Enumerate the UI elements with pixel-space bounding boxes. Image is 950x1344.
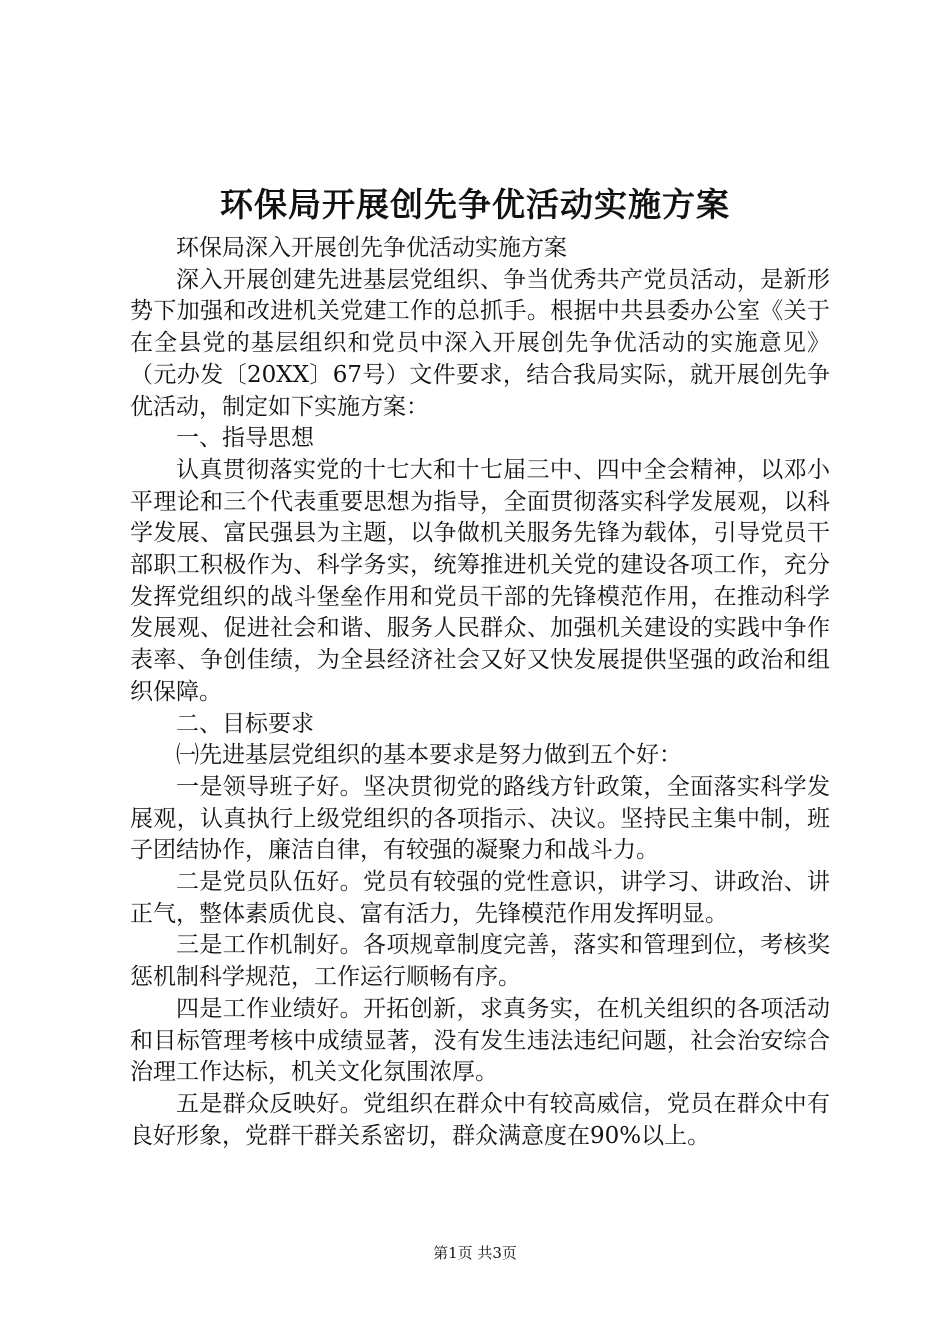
page-footer: 第1页 共3页 xyxy=(433,1244,517,1262)
paragraph-guiding-ideology: 认真贯彻落实党的十七大和十七届三中、四中全会精神，以邓小平理论和三个代表重要思想为指导，全面贯彻落实科学发展观，以科学发展、富民强县为主题，以争做机关服务先锋为载体，引导党员干部职工积极作为、科学务实，统筹推进机关党的建设各项工作，充分发挥党组织的战斗堡垒作用和党员干部的先锋模范作用，在推动科学发展观、促进社会和谐、服务人民群众、加强机关建设的实践中争作表率、争创佳绩，为全县经济社会又好又快发展提供坚强的政治和组织保障。 xyxy=(130,456,830,705)
document-title: 环保局开展创先争优活动实施方案 xyxy=(220,185,730,224)
section-heading-goals: 二、目标要求 xyxy=(176,710,314,737)
paragraph-good-leadership: 一是领导班子好。坚决贯彻党的路线方针政策，全面落实科学发展观，认真执行上级党组织的各项指示、决议。坚持民主集中制，班子团结协作，廉洁自律，有较强的凝聚力和战斗力。 xyxy=(130,773,830,864)
paragraph-good-mechanism: 三是工作机制好。各项规章制度完善，落实和管理到位，考核奖惩机制科学规范，工作运行顺畅有序。 xyxy=(130,932,830,991)
paragraph-good-feedback: 五是群众反映好。党组织在群众中有较高威信，党员在群众中有良好形象，党群干群关系密切，群众满意度在90%以上。 xyxy=(130,1090,830,1149)
section-heading-guiding-ideology: 一、指导思想 xyxy=(176,425,314,452)
paragraph-intro: 深入开展创建先进基层党组织、争当优秀共产党员活动，是新形势下加强和改进机关党建工作的总抓手。根据中共县委办公室《关于在全县党的基层组织和党员中深入开展创先争优活动的实施意见》（元办发〔20XX〕67号）文件要求，结合我局实际，就开展创先争优活动，制定如下实施方案： xyxy=(130,266,830,420)
document-body xyxy=(130,233,830,1152)
paragraph-good-performance: 四是工作业绩好。开拓创新，求真务实，在机关组织的各项活动和目标管理考核中成绩显著，没有发生违法违纪问题，社会治安综合治理工作达标，机关文化氛围浓厚。 xyxy=(130,995,830,1086)
paragraph-subtitle: 环保局深入开展创先争优活动实施方案 xyxy=(176,235,567,261)
paragraph-good-members: 二是党员队伍好。党员有较强的党性意识，讲学习、讲政治、讲正气，整体素质优良、富有活力，先锋模范作用发挥明显。 xyxy=(130,869,830,927)
subsection-heading-five-goods: ㈠先进基层党组织的基本要求是努力做到五个好： xyxy=(176,742,682,769)
